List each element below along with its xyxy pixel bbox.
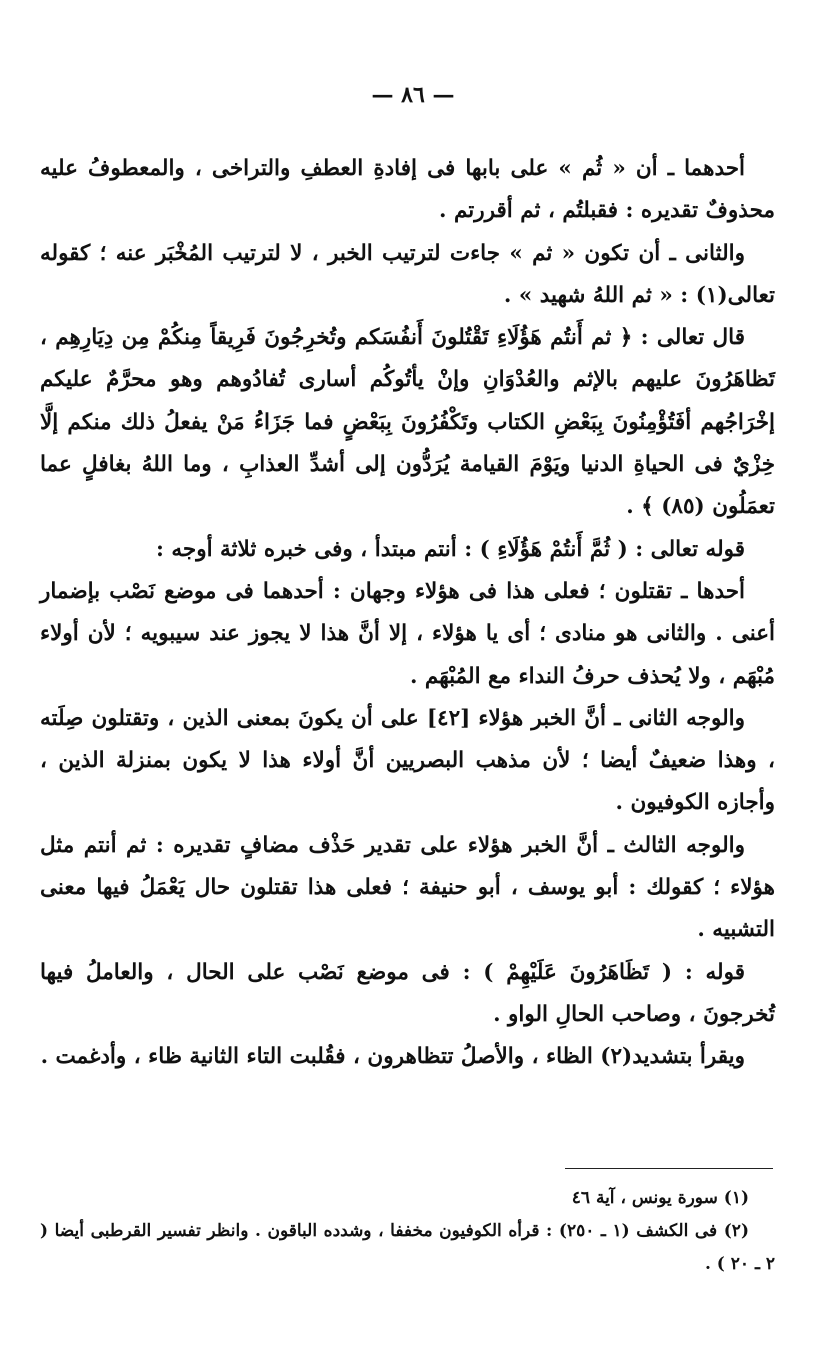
paragraph-first-aspect: أحدها ـ تقتلون ؛ فعلى هذا فى هؤلاء وجهان : أحدهما فى موضع نَصْب بإضمار أعنى . والثانى هو منادى ؛ أى يا هؤلاء ، إلا أنَّ هذا لا يجوز عند سيبويه ؛ لأن أولاء مُبْهَم ، ولا يُحذف حرفُ النداء مع المُبْهَم . bbox=[40, 578, 775, 689]
paragraph-shaddah-reading: ويقرأ بتشديد(٢) الظاء ، والأصلُ تتظاهرون ، فقُلبت التاء الثانية ظاء ، وأدغمت . bbox=[40, 1044, 745, 1070]
paragraph-quran-verse: قال تعالى : ﴿ ثم أَنتُم هَؤُلَاءِ تَقْتُلونَ أَنفُسَكم وتُخرِجُونَ فَرِيقاً مِنكُمْ مِن دِيَارِهِم ، تَظاهَرُونَ عليهم بالإثم والعُدْوَانِ وإنْ يأتُوكُم أسارى تُفادُوهم وهو محرَّمٌ عليكم إخْرَاجُهم أفَتُؤْمِنُونَ بِبَعْضِ الكتاب وتَكْفُرُونَ بِبَعْضٍ فما جَزَاءُ مَنْ يفعلُ ذلك منكم إلَّا خِزْيٌ فى الحياةِ الدنيا ويَوْمَ القيامة يُرَدُّون إلى أشدِّ العذابِ ، وما اللهُ بغافلٍ عما تعمَلُون (٨٥) ﴾ . bbox=[40, 325, 775, 520]
footnote-1: (١) سورة يونس ، آية ٤٦ bbox=[571, 1188, 749, 1208]
footnote-2: (٢) فى الكشف (١ ـ ٢٥٠) : قرأه الكوفيون مخففا ، وشدده الباقون . وانظر تفسير القرطبى أيضا ( ٢ ـ ٢٠ ) . bbox=[40, 1221, 775, 1274]
footnotes bbox=[40, 1182, 775, 1281]
main-text bbox=[40, 148, 775, 1079]
paragraph-hal-clause: قوله : ( تَظَاهَرُونَ عَلَيْهِمْ ) : فى موضع نَصْب على الحال ، والعاملُ فيها تُخرجونَ ، وصاحب الحالِ الواو . bbox=[40, 959, 775, 1027]
paragraph-second-reading: والثانى ـ أن تكون « ثم » جاءت لترتيب الخبر ، لا لترتيب المُخْبَر عنه ؛ كقوله تعالى(١) : « ثم اللهُ شهيد » . bbox=[40, 240, 775, 308]
page-number: — ٨٦ — bbox=[371, 82, 455, 108]
paragraph-third-aspect: والوجه الثالث ـ أنَّ الخبر هؤلاء على تقدير حَذْف مضافٍ تقديره : ثم أنتم مثل هؤلاء ؛ كقولك : أبو يوسف ، أبو حنيفة ؛ فعلى هذا تقتلون حال يَعْمَلُ فيها معنى التشبيه . bbox=[40, 832, 775, 943]
paragraph-first-reading: أحدهما ـ أن « ثُم » على بابها فى إفادةِ العطفِ والتراخى ، والمعطوفُ عليه محذوفٌ تقديره : فقبلتُم ، ثم أقررتم . bbox=[40, 156, 775, 224]
paragraph-three-aspects: قوله تعالى : ( ثُمَّ أَنتُمْ هَؤُلَاءِ ) : أنتم مبتدأ ، وفى خبره ثلاثة أوجه : bbox=[155, 536, 745, 562]
paragraph-second-aspect: والوجه الثانى ـ أنَّ الخبر هؤلاء [٤٢] على أن يكونَ بمعنى الذين ، وتقتلون صِلَته ، وهذا ضعيفٌ أيضا ؛ لأن مذهب البصريين أنَّ أولاء هذا لا يكون بمنزلة الذين ، وأجازه الكوفيون . bbox=[40, 705, 775, 816]
footnote-divider bbox=[565, 1168, 773, 1169]
